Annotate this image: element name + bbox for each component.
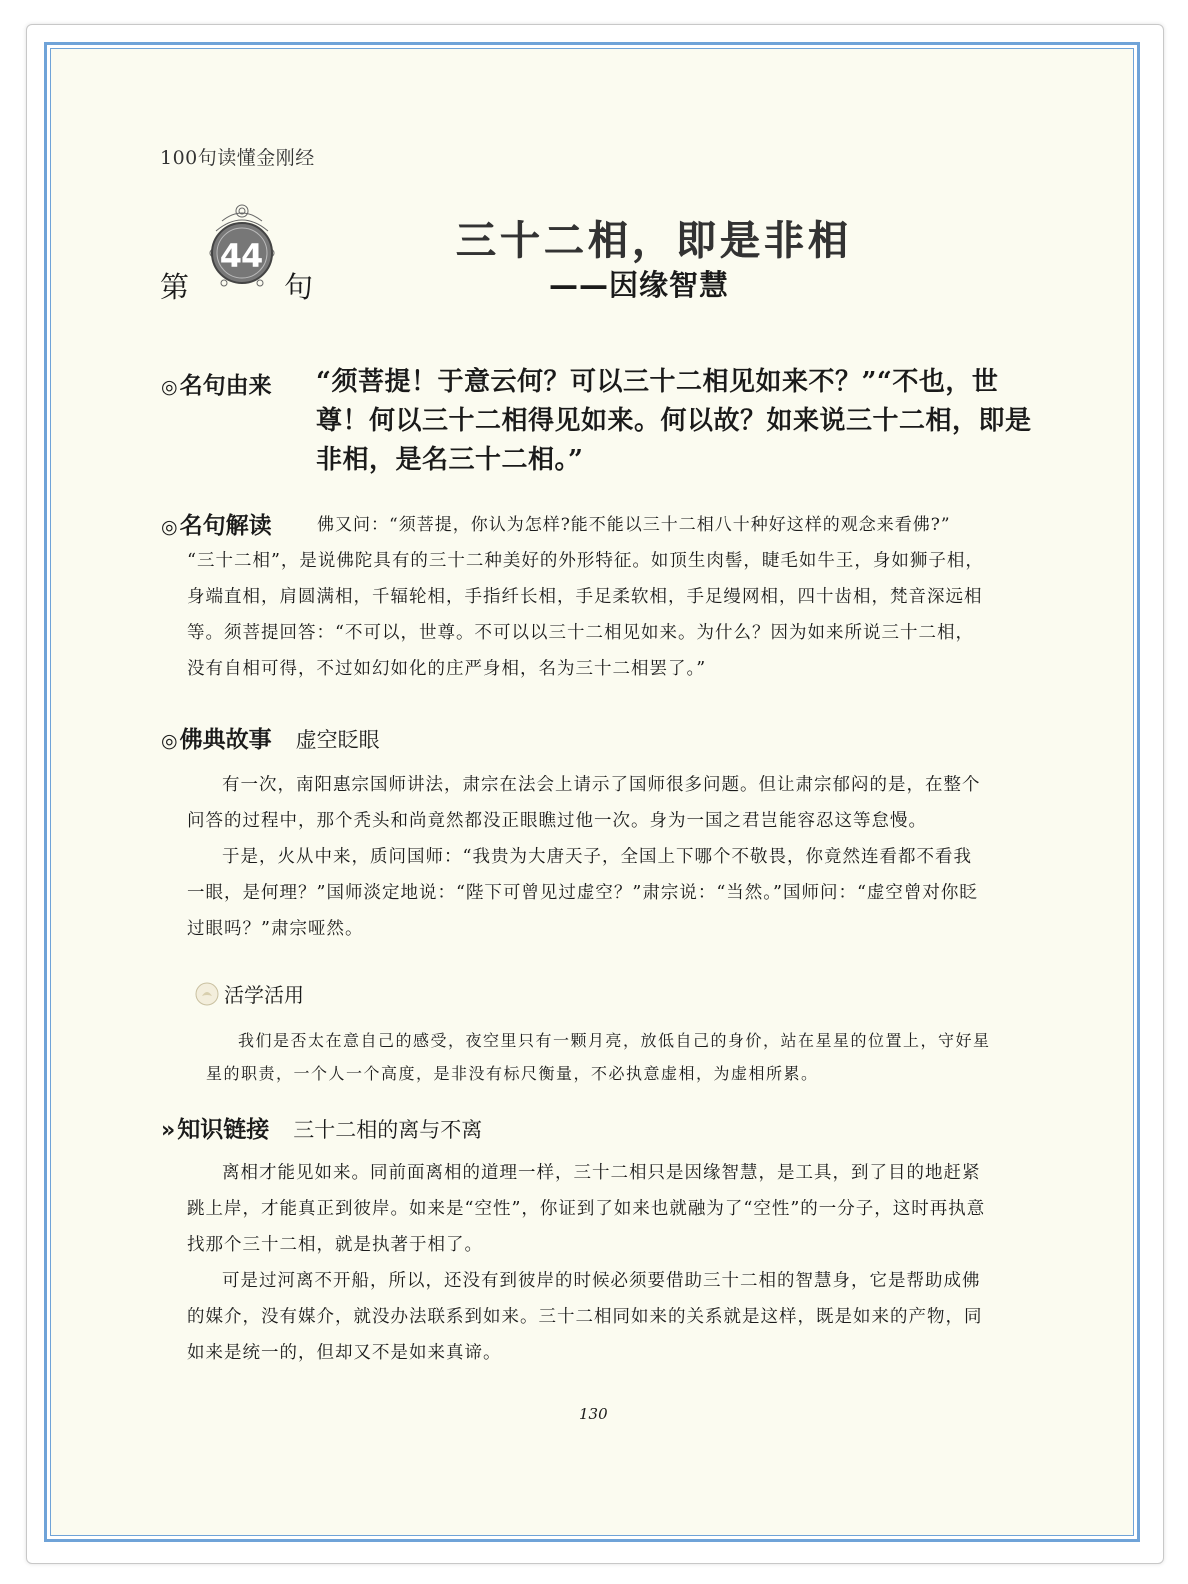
story-title: 虚空眨眼 [295,728,380,752]
interpretation-lead: 佛又问：“须菩提，你认为怎样?能不能以三十二相八十种好这样的观念来看佛?” [317,515,951,535]
knowledge-body [187,1155,987,1371]
story-paragraph: 有一次，南阳惠宗国师讲法，肃宗在法会上请示了国师很多问题。但让肃宗郁闷的是，在整个问答的过程中，那个秃头和尚竟然都没正眼瞧过他一次。身为一国之君岂能容忍这等怠慢。 [187,775,981,831]
chapter-number: 44 [219,237,263,275]
source-quote: “须菩提！于意云何？可以三十二相见如来不？”“不也，世尊！何以三十二相得见如来。何以故？如来说三十二相，即是非相，是名三十二相。” [316,367,1032,475]
apply-body [206,1024,996,1090]
double-chevron-icon: » [161,1118,176,1143]
source-heading [161,367,272,400]
book-page [51,49,1133,1535]
story-body [187,767,987,947]
story-label: 佛典故事 [179,727,272,753]
apply-label: 活学活用 [224,983,304,1007]
page-number: 130 [579,1405,608,1423]
bullseye-icon: ◎ [161,516,178,538]
interpretation-body: “三十二相”，是说佛陀具有的三十二种美好的外形特征。如顶生肉髻，睫毛如牛王，身如狮子相，身端直相，肩圆满相，千辐轮相，手指纤长相，手足柔软相，手足缦网相，四十齿相，梵音深远相等。须菩提回答：“不可以，世尊。不可以以三十二相见如来。为什么？因为如来所说三十二相，没有自相可得，不过如幻如化的庄严身相，名为三十二相罢了。” [187,551,984,679]
story-paragraph: 于是，火从中来，质问国师：“我贵为大唐天子，全国上下哪个不敬畏，你竟然连看都不看我一眼，是何理？”国师淡定地说：“陛下可曾见过虚空？”肃宗说：“当然。”国师问：“虚空曾对你眨过眼吗？”肃宗哑然。 [187,847,978,939]
knowledge-paragraph: 可是过河离不开船，所以，还没有到彼岸的时候必须要借助三十二相的智慧身，它是帮助成佛的媒介，没有媒介，就没办法联系到如来。三十二相同如来的关系就是这样，既是如来的产物，同如来是统一的，但却又不是如来真谛。 [187,1271,983,1363]
knowledge-title: 三十二相的离与不离 [293,1118,483,1142]
lotus-circle-icon [194,981,220,1007]
apply-paragraph: 我们是否太在意自己的感受，夜空里只有一颗月亮，放低自己的身价，站在星星的位置上，守好星星的职责，一个人一个高度，是非没有标尺衡量，不必执意虚相，为虚相所累。 [206,1031,991,1083]
running-head: 100句读懂金刚经 [160,147,315,169]
bullseye-icon: ◎ [161,730,178,752]
story-heading [161,721,380,754]
chapter-title: 三十二相，即是非相 [456,218,852,264]
bullseye-icon: ◎ [161,376,178,398]
chapter-badge [160,197,360,307]
knowledge-paragraph: 离相才能见如来。同前面离相的道理一样，三十二相只是因缘智慧，是工具，到了目的地赶紧跳上岸，才能真正到彼岸。如来是“空性”，你证到了如来也就融为了“空性”的一分子，这时再执意找那个三十二相，就是执著于相了。 [187,1163,986,1255]
chapter-subtitle: ——因缘智慧 [549,268,730,302]
interpretation-label: 名句解读 [179,513,272,539]
apply-heading [194,979,304,1008]
knowledge-label: 知识链接 [177,1117,270,1143]
interpretation-heading [161,507,272,540]
knowledge-heading [161,1111,482,1144]
chapter-suffix: 句 [284,270,314,304]
chapter-prefix: 第 [160,270,190,304]
source-label: 名句由来 [179,373,272,399]
